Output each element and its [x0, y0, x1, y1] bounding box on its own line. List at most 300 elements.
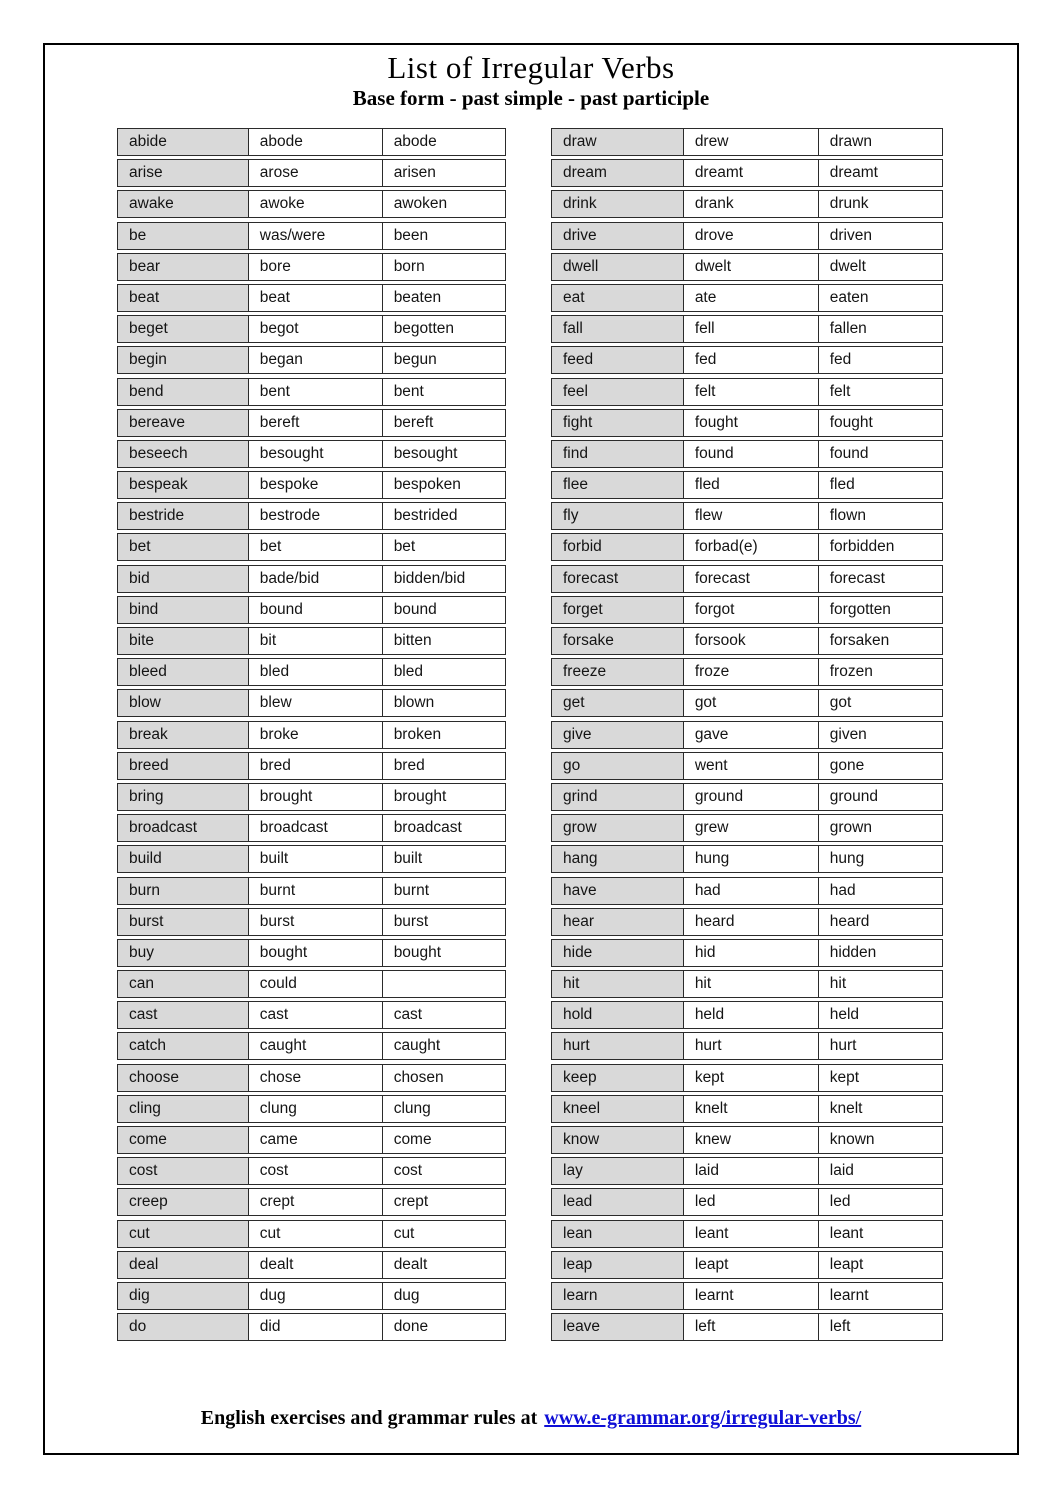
past-simple-cell: was/were — [249, 223, 383, 249]
past-participle-cell: dwelt — [829, 257, 866, 275]
past-participle-cell: forsaken — [829, 632, 890, 649]
past-participle-cell: learnt — [829, 1286, 869, 1304]
table-row — [117, 1282, 506, 1310]
table-row — [117, 627, 506, 655]
base-form-cell: buy — [118, 940, 249, 966]
past-simple-cell: brought — [249, 784, 383, 810]
past-participle-cell: hit — [829, 975, 847, 993]
base-form-cell: fly — [552, 503, 684, 529]
table-row — [551, 783, 943, 811]
table-row — [117, 1001, 506, 1029]
past-participle-cell: bet — [393, 538, 416, 556]
past-simple-cell: hid — [684, 940, 819, 966]
base-form-cell: beat — [118, 285, 249, 311]
table-row — [551, 877, 943, 905]
table-row — [551, 440, 943, 468]
past-participle-cell: caught — [393, 1037, 441, 1055]
past-simple-cell: came — [249, 1127, 383, 1153]
past-participle-cell: fled — [829, 476, 855, 494]
base-form-cell: break — [118, 722, 249, 748]
table-row — [117, 565, 506, 593]
past-participle-cell: bought — [393, 943, 442, 961]
base-form-cell: forsake — [552, 628, 684, 654]
table-row — [117, 721, 506, 749]
past-participle-cell: forecast — [829, 569, 885, 587]
table-row — [551, 721, 943, 749]
past-participle-cell: dug — [393, 1286, 420, 1304]
past-participle-cell: bred — [393, 756, 425, 774]
base-form-cell: dig — [118, 1283, 249, 1309]
base-form-cell: go — [552, 753, 684, 779]
irregular-verbs-table-left — [117, 128, 506, 1341]
base-form-cell: eat — [552, 285, 684, 311]
table-row — [551, 627, 943, 655]
past-simple-cell: hit — [684, 971, 819, 997]
past-participle-cell: broadcast — [393, 819, 462, 837]
past-simple-cell: bestrode — [249, 503, 383, 529]
base-form-cell: bear — [118, 254, 249, 280]
base-form-cell: bespeak — [118, 472, 249, 498]
past-simple-cell: built — [249, 846, 383, 872]
past-simple-cell: dug — [249, 1283, 383, 1309]
past-simple-cell: bled — [249, 659, 383, 685]
table-row — [551, 814, 943, 842]
base-form-cell: lay — [552, 1158, 684, 1184]
base-form-cell: forbid — [552, 534, 684, 560]
base-form-cell: cling — [118, 1096, 249, 1122]
past-participle-cell: chosen — [393, 1068, 444, 1086]
past-participle-cell: forbidden — [829, 538, 895, 556]
past-participle-cell: hurt — [829, 1037, 857, 1055]
base-form-cell: beseech — [118, 441, 249, 467]
base-form-cell: feel — [552, 379, 684, 405]
past-participle-cell: drawn — [829, 133, 872, 150]
table-row — [117, 1220, 506, 1248]
base-form-cell: bring — [118, 784, 249, 810]
past-participle-cell: fought — [829, 413, 873, 431]
past-simple-cell: could — [249, 971, 383, 997]
past-participle-cell: clung — [393, 1099, 431, 1117]
base-form-cell: build — [118, 846, 249, 872]
table-row — [117, 689, 506, 717]
table-row — [551, 908, 943, 936]
base-form-cell: bind — [118, 597, 249, 623]
table-row — [551, 378, 943, 406]
base-form-cell: begin — [118, 347, 249, 373]
table-row — [117, 159, 506, 187]
past-simple-cell: fell — [684, 316, 819, 342]
past-participle-cell: bestrided — [393, 507, 458, 525]
table-row — [551, 689, 943, 717]
table-row — [117, 128, 506, 156]
past-simple-cell: knelt — [684, 1096, 819, 1122]
base-form-cell: drive — [552, 223, 684, 249]
base-form-cell: know — [552, 1127, 684, 1153]
past-participle-cell: led — [829, 1193, 851, 1211]
past-participle-cell: driven — [829, 226, 872, 244]
base-form-cell: hear — [552, 909, 684, 935]
past-participle-cell: had — [829, 881, 856, 899]
past-simple-cell: abode — [249, 129, 383, 155]
table-row — [117, 814, 506, 842]
table-row — [117, 471, 506, 499]
table-row — [117, 284, 506, 312]
past-simple-cell: dealt — [249, 1252, 383, 1278]
table-row — [117, 1126, 506, 1154]
table-row — [117, 877, 506, 905]
table-row — [551, 159, 943, 187]
past-simple-cell: held — [684, 1002, 819, 1028]
past-participle-cell: held — [829, 1006, 860, 1024]
base-form-cell: fall — [552, 316, 684, 342]
past-participle-cell: eaten — [829, 288, 869, 306]
past-simple-cell: dreamt — [684, 160, 819, 186]
past-participle-cell: given — [829, 725, 867, 743]
past-simple-cell: got — [684, 690, 819, 716]
table-row — [117, 658, 506, 686]
table-row — [551, 346, 943, 374]
table-row — [117, 378, 506, 406]
table-row — [551, 502, 943, 530]
base-form-cell: bleed — [118, 659, 249, 685]
past-simple-cell: ground — [684, 784, 819, 810]
past-simple-cell: led — [684, 1189, 819, 1215]
past-simple-cell: gave — [684, 722, 819, 748]
base-form-cell: lean — [552, 1221, 684, 1247]
base-form-cell: bet — [118, 534, 249, 560]
past-participle-cell: begotten — [393, 320, 455, 338]
past-participle-cell: felt — [829, 382, 851, 400]
past-simple-cell: went — [684, 753, 819, 779]
past-participle-cell: done — [393, 1318, 429, 1336]
table-row — [551, 752, 943, 780]
table-row — [551, 471, 943, 499]
table-row — [551, 1126, 943, 1154]
past-simple-cell: bent — [249, 379, 383, 405]
base-form-cell: bestride — [118, 503, 249, 529]
past-simple-cell: heard — [684, 909, 819, 935]
base-form-cell: choose — [118, 1065, 249, 1091]
past-simple-cell: begot — [249, 316, 383, 342]
table-row — [551, 253, 943, 281]
past-participle-cell: begun — [393, 351, 437, 369]
base-form-cell: awake — [118, 191, 249, 217]
footer-text: English exercises and grammar rules at — [200, 1407, 538, 1429]
table-row — [117, 1313, 506, 1341]
table-row — [551, 1064, 943, 1092]
base-form-cell: deal — [118, 1252, 249, 1278]
past-participle-cell: dreamt — [829, 164, 878, 182]
past-simple-cell: dwelt — [684, 254, 819, 280]
past-simple-cell: grew — [684, 815, 819, 841]
past-simple-cell: cast — [249, 1002, 383, 1028]
past-simple-cell: flew — [684, 503, 819, 529]
past-simple-cell: drew — [684, 129, 819, 155]
past-simple-cell: fled — [684, 472, 819, 498]
past-participle-cell: blown — [393, 694, 435, 712]
base-form-cell: bend — [118, 379, 249, 405]
past-participle-cell: bespoken — [393, 476, 461, 494]
base-form-cell: do — [118, 1314, 249, 1340]
table-row — [551, 1282, 943, 1310]
past-simple-cell: had — [684, 878, 819, 904]
past-participle-cell: bidden/bid — [393, 569, 466, 587]
base-form-cell: hang — [552, 846, 684, 872]
past-participle-cell: bled — [393, 663, 423, 681]
past-participle-cell: built — [393, 850, 423, 868]
base-form-cell: hold — [552, 1002, 684, 1028]
past-simple-cell: began — [249, 347, 383, 373]
past-simple-cell: forecast — [684, 566, 819, 592]
table-row — [551, 1032, 943, 1060]
table-row — [117, 253, 506, 281]
past-simple-cell: knew — [684, 1127, 819, 1153]
base-form-cell: burn — [118, 878, 249, 904]
base-form-cell: leave — [552, 1314, 684, 1340]
table-row — [117, 1188, 506, 1216]
past-participle-cell: knelt — [829, 1099, 863, 1117]
past-simple-cell: bet — [249, 534, 383, 560]
table-row — [551, 128, 943, 156]
past-simple-cell: forbad(e) — [684, 534, 819, 560]
base-form-cell: draw — [552, 129, 684, 155]
table-row — [117, 1064, 506, 1092]
past-participle-cell: bound — [393, 600, 437, 618]
table-row — [117, 346, 506, 374]
past-participle-cell: besought — [393, 444, 458, 462]
table-row — [551, 565, 943, 593]
base-form-cell: flee — [552, 472, 684, 498]
base-form-cell: forget — [552, 597, 684, 623]
past-participle-cell: found — [829, 444, 869, 462]
past-simple-cell: ate — [684, 285, 819, 311]
past-participle-cell: drunk — [829, 195, 869, 213]
past-participle-cell — [383, 971, 505, 997]
past-simple-cell: caught — [249, 1033, 383, 1059]
page-title: List of Irregular Verbs — [387, 50, 675, 85]
base-form-cell: abide — [118, 129, 249, 155]
past-participle-cell: burnt — [393, 881, 430, 899]
past-simple-cell: drank — [684, 191, 819, 217]
past-participle-cell: arisen — [393, 164, 436, 182]
past-simple-cell: found — [684, 441, 819, 467]
past-simple-cell: bade/bid — [249, 566, 383, 592]
past-simple-cell: laid — [684, 1158, 819, 1184]
past-simple-cell: bespoke — [249, 472, 383, 498]
table-row — [117, 908, 506, 936]
base-form-cell: kneel — [552, 1096, 684, 1122]
past-participle-cell: forgotten — [829, 600, 891, 618]
past-participle-cell: frozen — [829, 663, 873, 681]
base-form-cell: keep — [552, 1065, 684, 1091]
table-row — [117, 409, 506, 437]
past-participle-cell: heard — [829, 912, 870, 930]
past-participle-cell: flown — [829, 507, 866, 525]
base-form-cell: forecast — [552, 566, 684, 592]
past-simple-cell: felt — [684, 379, 819, 405]
base-form-cell: grow — [552, 815, 684, 841]
past-participle-cell: come — [393, 1131, 432, 1148]
base-form-cell: breed — [118, 753, 249, 779]
table-row — [117, 1095, 506, 1123]
base-form-cell: hit — [552, 971, 684, 997]
table-row — [117, 315, 506, 343]
base-form-cell: arise — [118, 160, 249, 186]
table-row — [117, 845, 506, 873]
past-simple-cell: left — [684, 1314, 819, 1340]
past-simple-cell: bought — [249, 940, 383, 966]
base-form-cell: cut — [118, 1221, 249, 1247]
table-row — [551, 1251, 943, 1279]
base-form-cell: bid — [118, 566, 249, 592]
base-form-cell: learn — [552, 1283, 684, 1309]
past-simple-cell: bore — [249, 254, 383, 280]
past-participle-cell: leapt — [829, 1255, 864, 1273]
past-simple-cell: froze — [684, 659, 819, 685]
table-row — [117, 440, 506, 468]
base-form-cell: come — [118, 1127, 249, 1153]
table-row — [551, 1001, 943, 1029]
past-simple-cell: awoke — [249, 191, 383, 217]
base-form-cell: cast — [118, 1002, 249, 1028]
base-form-cell: dwell — [552, 254, 684, 280]
past-participle-cell: been — [393, 226, 429, 244]
past-simple-cell: leapt — [684, 1252, 819, 1278]
past-simple-cell: cost — [249, 1158, 383, 1184]
past-simple-cell: fought — [684, 410, 819, 436]
base-form-cell: burst — [118, 909, 249, 935]
past-participle-cell: ground — [829, 787, 879, 805]
past-simple-cell: chose — [249, 1065, 383, 1091]
past-participle-cell: fed — [829, 351, 852, 369]
table-row — [117, 1157, 506, 1185]
base-form-cell: hide — [552, 940, 684, 966]
table-row — [117, 939, 506, 967]
past-participle-cell: cast — [393, 1006, 423, 1024]
table-row — [551, 1095, 943, 1123]
past-simple-cell: drove — [684, 223, 819, 249]
table-row — [551, 315, 943, 343]
table-row — [117, 1251, 506, 1279]
past-participle-cell: beaten — [393, 288, 442, 306]
past-simple-cell: broadcast — [249, 815, 383, 841]
past-participle-cell: bitten — [393, 632, 432, 649]
base-form-cell: cost — [118, 1158, 249, 1184]
base-form-cell: leap — [552, 1252, 684, 1278]
footer-link[interactable]: www.e-grammar.org/irregular-verbs/ — [544, 1407, 862, 1429]
table-row — [551, 1188, 943, 1216]
past-simple-cell: clung — [249, 1096, 383, 1122]
past-participle-cell: abode — [393, 133, 437, 150]
base-form-cell: creep — [118, 1189, 249, 1215]
past-simple-cell: arose — [249, 160, 383, 186]
table-row — [551, 658, 943, 686]
base-form-cell: have — [552, 878, 684, 904]
past-participle-cell: bereft — [393, 413, 434, 431]
table-row — [117, 970, 506, 998]
past-simple-cell: bred — [249, 753, 383, 779]
past-participle-cell: broken — [393, 725, 442, 743]
past-participle-cell: hung — [829, 850, 865, 868]
table-row — [117, 1032, 506, 1060]
past-simple-cell: burnt — [249, 878, 383, 904]
past-participle-cell: gone — [829, 756, 865, 774]
table-row — [117, 533, 506, 561]
base-form-cell: blow — [118, 690, 249, 716]
footer — [43, 1407, 1019, 1430]
table-row — [117, 190, 506, 218]
past-participle-cell: bent — [393, 382, 424, 400]
table-row — [551, 284, 943, 312]
table-row — [551, 222, 943, 250]
past-participle-cell: known — [829, 1131, 875, 1148]
past-simple-cell: beat — [249, 285, 383, 311]
base-form-cell: grind — [552, 784, 684, 810]
base-form-cell: find — [552, 441, 684, 467]
table-row — [551, 845, 943, 873]
past-participle-cell: born — [393, 257, 425, 275]
base-form-cell: hurt — [552, 1033, 684, 1059]
base-form-cell: be — [118, 223, 249, 249]
base-form-cell: catch — [118, 1033, 249, 1059]
past-simple-cell: hurt — [684, 1033, 819, 1059]
past-simple-cell: forsook — [684, 628, 819, 654]
base-form-cell: dream — [552, 160, 684, 186]
past-participle-cell: awoken — [393, 195, 448, 213]
past-simple-cell: bound — [249, 597, 383, 623]
past-participle-cell: laid — [829, 1162, 854, 1180]
past-simple-cell: hung — [684, 846, 819, 872]
past-participle-cell: leant — [829, 1224, 864, 1242]
past-simple-cell: learnt — [684, 1283, 819, 1309]
table-row — [117, 502, 506, 530]
table-row — [551, 596, 943, 624]
base-form-cell: bereave — [118, 410, 249, 436]
past-participle-cell: hidden — [829, 943, 877, 961]
table-row — [551, 1157, 943, 1185]
base-form-cell: feed — [552, 347, 684, 373]
irregular-verbs-table-right — [551, 128, 943, 1341]
table-row — [551, 190, 943, 218]
past-simple-cell: besought — [249, 441, 383, 467]
past-participle-cell: cut — [393, 1224, 415, 1242]
past-simple-cell: leant — [684, 1221, 819, 1247]
past-simple-cell: cut — [249, 1221, 383, 1247]
past-simple-cell: blew — [249, 690, 383, 716]
base-form-cell: drink — [552, 191, 684, 217]
table-row — [117, 222, 506, 250]
past-participle-cell: burst — [393, 912, 429, 930]
table-row — [117, 752, 506, 780]
base-form-cell: give — [552, 722, 684, 748]
past-simple-cell: fed — [684, 347, 819, 373]
table-row — [551, 939, 943, 967]
past-simple-cell: burst — [249, 909, 383, 935]
past-simple-cell: broke — [249, 722, 383, 748]
past-participle-cell: brought — [393, 787, 447, 805]
past-participle-cell: fallen — [829, 320, 867, 338]
past-simple-cell: kept — [684, 1065, 819, 1091]
table-row — [551, 409, 943, 437]
table-row — [117, 596, 506, 624]
past-participle-cell: cost — [393, 1162, 423, 1180]
past-simple-cell: did — [249, 1314, 383, 1340]
past-simple-cell: bereft — [249, 410, 383, 436]
table-row — [117, 783, 506, 811]
table-row — [551, 1220, 943, 1248]
base-form-cell: can — [118, 971, 249, 997]
past-participle-cell: dealt — [393, 1255, 428, 1273]
